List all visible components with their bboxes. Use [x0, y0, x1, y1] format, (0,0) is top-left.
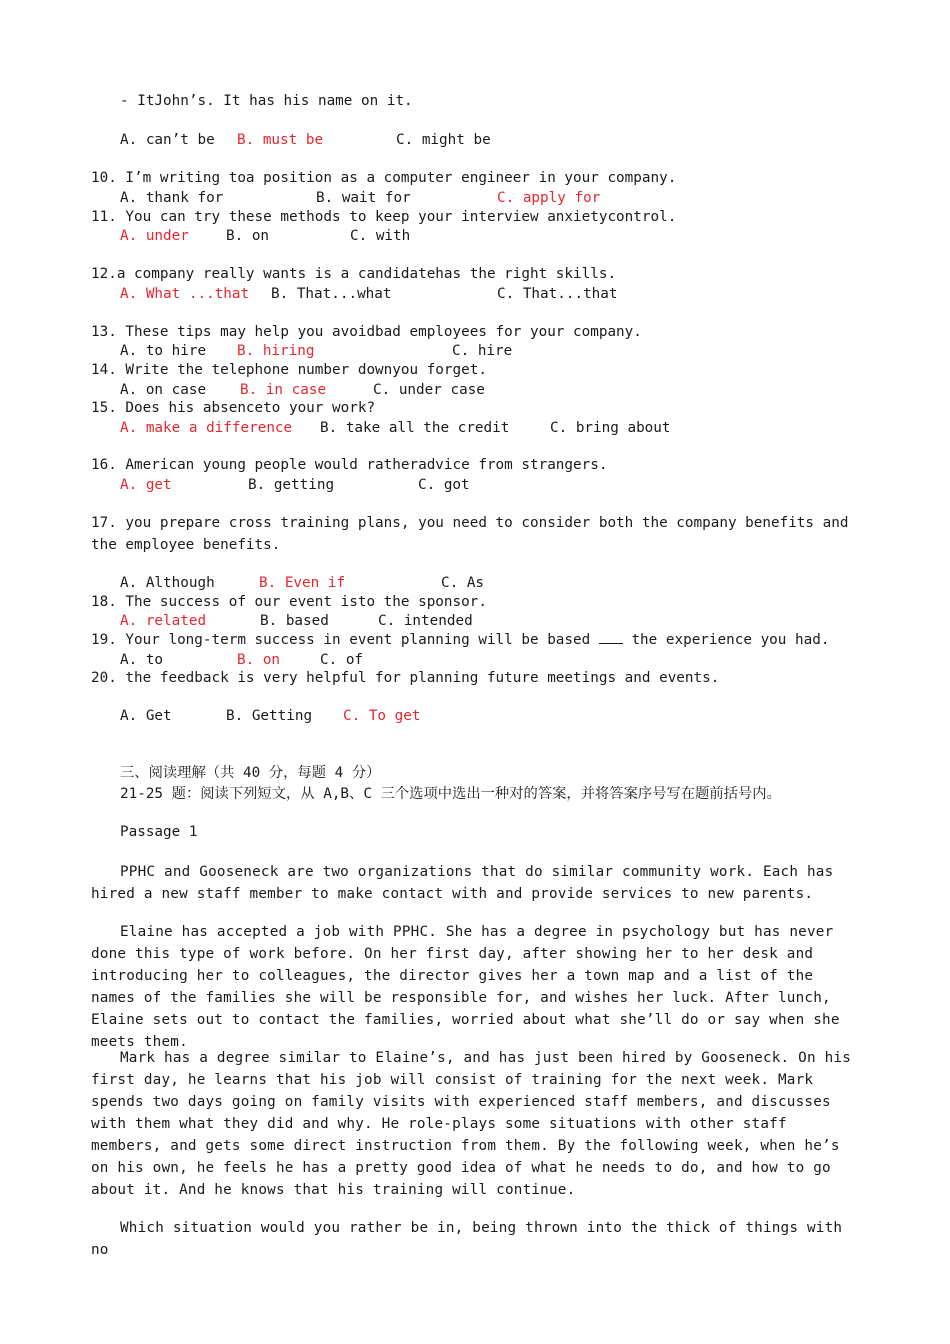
correct-option: C. apply for	[497, 190, 601, 206]
question-17-line1: 17. you prepare cross training plans, you need to consider both the company benefits and	[91, 515, 849, 531]
passage-paragraph-2: Elaine has accepted a job with PPHC. She has a degree in psychology but has never done this type of work before. On her first day, after showing her to her desk and introducing her to colleagues, the director gives her a town map and a list of the names of the families she will be responsible for, and wishes her luck. After lunch, Elaine sets out to contact the families, worried about what she’ll do or say when she meets them.	[91, 924, 840, 1050]
passage-paragraph-1: PPHC and Gooseneck are two organizations that do similar community work. Each has hired a new staff member to make contact with and provide services to new parents.	[91, 864, 834, 902]
correct-option: C. To get	[343, 708, 421, 724]
question-10: 10. I’m writing toa position as a computer engineer in your company.	[91, 170, 677, 186]
correct-option: A. under	[120, 228, 189, 244]
section-heading: 三、阅读理解（共 40 分，每题 4 分）	[120, 765, 381, 781]
question-15: 15. Does his absenceto your work?	[91, 400, 376, 416]
option: C. under case	[373, 382, 485, 398]
correct-option: B. hiring	[237, 343, 315, 359]
question-17-line2: the employee benefits.	[91, 537, 281, 553]
correct-option: A. make a difference	[120, 420, 293, 436]
correct-option: B. on	[237, 652, 281, 668]
option: C. got	[418, 477, 470, 493]
question-14: 14. Write the telephone number downyou forget.	[91, 362, 487, 378]
answer-blank	[599, 631, 623, 644]
q9-answer-line: - ItJohn’s. It has his name on it.	[120, 93, 413, 109]
option: C. intended	[378, 613, 473, 629]
correct-option: B. must be	[237, 132, 324, 148]
question-19-part2: the experience you had.	[622, 632, 830, 648]
option: A. Although	[120, 575, 215, 591]
option: B. on	[226, 228, 270, 244]
option: B. take all the credit	[320, 420, 510, 436]
passage-paragraph-3: Mark has a degree similar to Elaine’s, and has just been hired by Gooseneck. On his first day, he learns that his job will consist of training for the next week. Mark spends two days going on family visits with experienced staff members, and discusses with them what they did and why. He role-plays some situations with other staff members, and gets some direct instruction from them. By the following week, when he’s on his own, he feels he has a pretty good idea of what he needs to do, and how to go about it. And he knows that his training will continue.	[91, 1050, 852, 1198]
option: B. Getting	[226, 708, 313, 724]
option: A. thank for	[120, 190, 224, 206]
option: B. based	[260, 613, 329, 629]
option: A. on case	[120, 382, 207, 398]
option: C. might be	[396, 132, 491, 148]
correct-option: A. get	[120, 477, 172, 493]
option: C. with	[350, 228, 411, 244]
option: B. wait for	[316, 190, 411, 206]
option: B. getting	[248, 477, 335, 493]
question-20: 20. the feedback is very helpful for planning future meetings and events.	[91, 670, 720, 686]
option: C. hire	[452, 343, 513, 359]
option: A. can’t be	[120, 132, 215, 148]
correct-option: B. in case	[240, 382, 327, 398]
question-13: 13. These tips may help you avoidbad employees for your company.	[91, 324, 642, 340]
correct-option: A. What ...that	[120, 286, 250, 302]
correct-option: B. Even if	[259, 575, 346, 591]
question-11: 11. You can try these methods to keep your interview anxietycontrol.	[91, 209, 677, 225]
question-19-part1: 19. Your long-term success in event planning will be based	[91, 632, 599, 648]
passage-paragraph-4: Which situation would you rather be in, being thrown into the thick of things with no	[91, 1220, 843, 1258]
question-19	[91, 631, 829, 649]
option: C. bring about	[550, 420, 671, 436]
question-12: 12.a company really wants is a candidatehas the right skills.	[91, 266, 617, 282]
passage-title: Passage 1	[120, 824, 198, 840]
option: A. to	[120, 652, 164, 668]
option: A. Get	[120, 708, 172, 724]
section-instructions: 21-25 题：阅读下列短文，从 A,B、C 三个选项中选出一种对的答案，并将答案序号写在题前括号内。	[120, 786, 781, 802]
option: C. As	[441, 575, 485, 591]
correct-option: A. related	[120, 613, 207, 629]
question-18: 18. The success of our event isto the sponsor.	[91, 594, 487, 610]
option: A. to hire	[120, 343, 207, 359]
option: C. That...that	[497, 286, 618, 302]
option: B. That...what	[271, 286, 392, 302]
question-16: 16. American young people would ratheradvice from strangers.	[91, 457, 608, 473]
option: C. of	[320, 652, 364, 668]
